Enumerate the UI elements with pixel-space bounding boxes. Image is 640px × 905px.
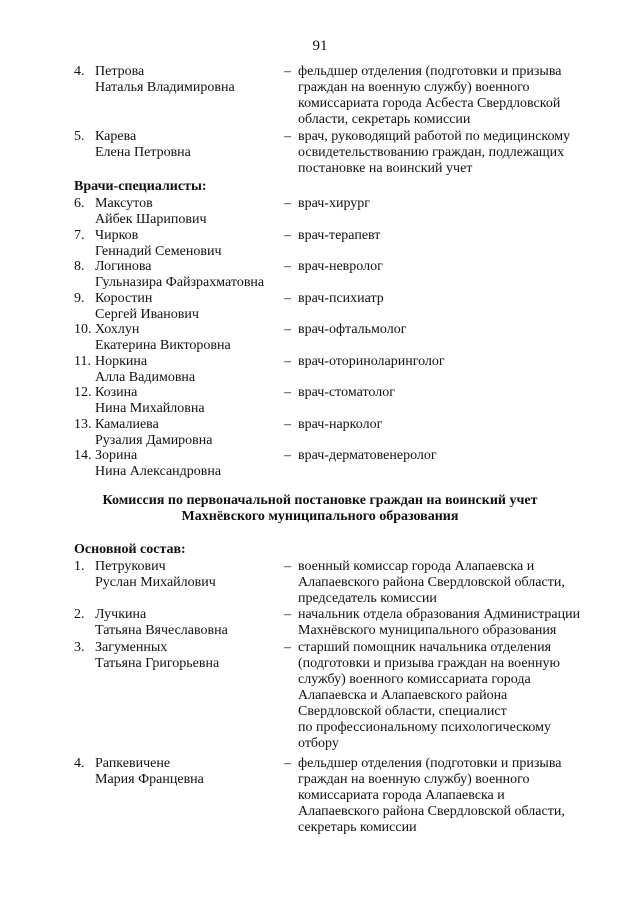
member-number: 10. [74,322,92,337]
member-role: врач-терапевт [298,228,381,243]
member-name: Норкина Алла Вадимовна [95,354,196,385]
member-name: Максутов Айбек Шарипович [95,196,207,227]
dash: – [284,640,291,655]
member-role: врач-невролог [298,259,383,274]
member-name: Логинова Гульназира Файзрахматовна [95,259,265,290]
member-number: 9. [74,291,85,306]
dash: – [284,259,291,274]
member-name: Коростин Сергей Иванович [95,291,199,322]
dash: – [284,607,291,622]
member-name: Камалиева Рузалия Дамировна [95,417,213,448]
member-number: 7. [74,228,85,243]
dash: – [284,322,291,337]
member-number: 13. [74,417,92,432]
dash: – [284,64,291,79]
commission-title: Комиссия по первоначальной постановке граждан на воинский учет Махнёвского муниципального образования [102,493,538,524]
member-role: врач-оториноларинголог [298,354,445,369]
member-role: врач-дерматовенеролог [298,448,437,463]
member-name: Лучкина Татьяна Вячеславовна [95,607,228,638]
page-number: 91 [312,38,328,54]
dash: – [284,129,291,144]
dash: – [284,228,291,243]
member-number: 14. [74,448,92,463]
member-number: 4. [74,756,85,771]
member-role: врач-нарколог [298,417,383,432]
member-number: 2. [74,607,85,622]
member-number: 1. [74,559,85,574]
member-number: 5. [74,129,85,144]
dash: – [284,448,291,463]
member-name: Козина Нина Михайловна [95,385,205,416]
member-role: врач-стоматолог [298,385,395,400]
specialists-heading: Врачи-специалисты: [74,179,207,194]
member-role: врач-офтальмолог [298,322,407,337]
member-number: 3. [74,640,85,655]
dash: – [284,417,291,432]
member-name: Рапкевичене Мария Францевна [95,756,204,787]
dash: – [284,291,291,306]
member-role: фельдшер отделения (подготовки и призыва граждан на военную службу) военного комиссариата города Асбеста Свердловской области, секретарь комиссии [298,64,562,127]
member-number: 8. [74,259,85,274]
member-role: старший помощник начальника отделения (подготовки и призыва граждан на военную службу) военного комиссариата города Алапаевска и Алапаевского района Свердловской области, специалист по профессиональному психологическому отбору [298,640,560,751]
member-number: 12. [74,385,92,400]
main-composition-heading: Основной состав: [74,542,186,557]
dash: – [284,756,291,771]
member-name: Петрова Наталья Владимировна [95,64,235,95]
member-role: начальник отдела образования Администрации Махнёвского муниципального образования [298,607,581,638]
member-number: 11. [74,354,91,369]
member-number: 4. [74,64,85,79]
dash: – [284,354,291,369]
member-role: врач-психиатр [298,291,384,306]
member-role: врач-хирург [298,196,371,211]
member-name: Петрукович Руслан Михайлович [95,559,216,590]
member-role: врач, руководящий работой по медицинскому освидетельствованию граждан, подлежащих постановке на воинский учет [298,129,571,176]
member-name: Зорина Нина Александровна [95,448,222,479]
member-name: Карева Елена Петровна [95,129,191,160]
member-number: 6. [74,196,85,211]
member-role: фельдшер отделения (подготовки и призыва граждан на военную службу) военного комиссариата города Алапаевска и Алапаевского района Свердловской области, секретарь комиссии [298,756,565,835]
dash: – [284,559,291,574]
dash: – [284,385,291,400]
member-name: Загуменных Татьяна Григорьевна [95,640,220,671]
dash: – [284,196,291,211]
member-role: военный комиссар города Алапаевска и Алапаевского района Свердловской области, председатель комиссии [298,559,565,606]
member-name: Хохлун Екатерина Викторовна [95,322,231,353]
member-name: Чирков Геннадий Семенович [95,228,222,259]
